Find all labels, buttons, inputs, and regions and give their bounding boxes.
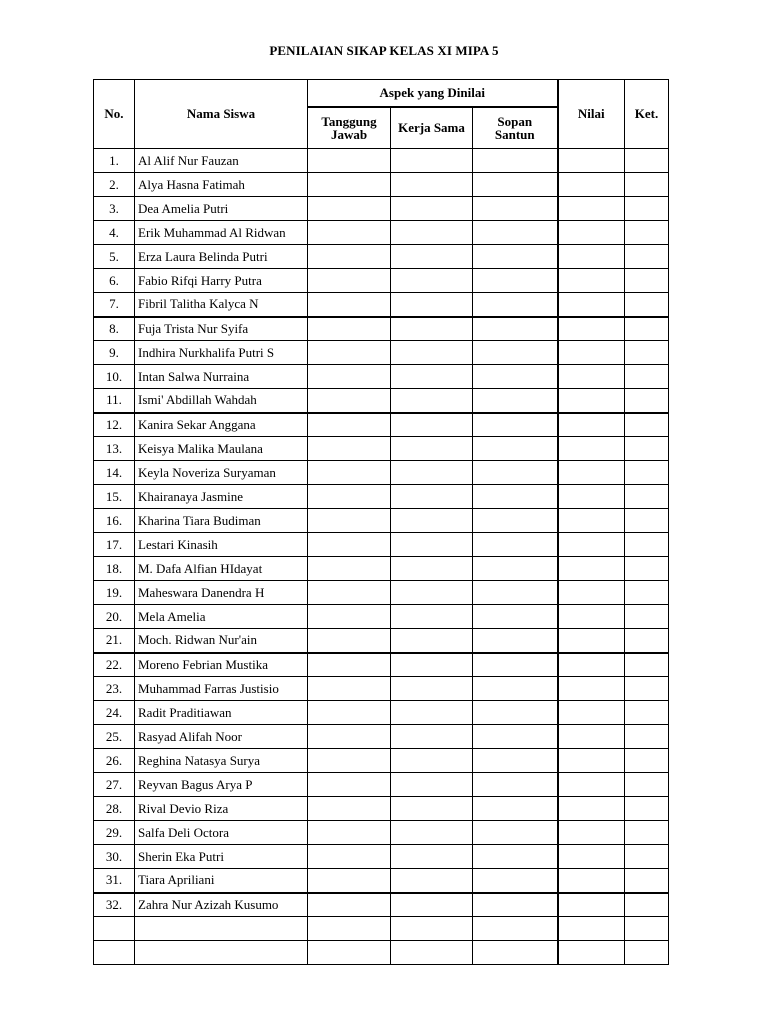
score-nilai xyxy=(558,317,625,341)
score-sopan-santun xyxy=(473,269,558,293)
assessment-table xyxy=(93,79,669,965)
score-kerja-sama xyxy=(391,461,473,485)
student-name: Muhammad Farras Justisio xyxy=(135,677,308,701)
header-nilai: Nilai xyxy=(558,80,625,149)
table-row xyxy=(94,389,669,413)
row-number: 27. xyxy=(94,773,135,797)
score-kerja-sama xyxy=(391,533,473,557)
score-tanggung-jawab xyxy=(308,653,391,677)
score-tanggung-jawab xyxy=(308,269,391,293)
row-number: 5. xyxy=(94,245,135,269)
score-ket xyxy=(625,893,669,917)
score-kerja-sama xyxy=(391,941,473,965)
score-ket xyxy=(625,173,669,197)
student-name xyxy=(135,941,308,965)
row-number: 3. xyxy=(94,197,135,221)
score-sopan-santun xyxy=(473,701,558,725)
score-sopan-santun xyxy=(473,917,558,941)
score-tanggung-jawab xyxy=(308,893,391,917)
row-number: 6. xyxy=(94,269,135,293)
score-nilai xyxy=(558,485,625,509)
score-kerja-sama xyxy=(391,893,473,917)
score-ket xyxy=(625,869,669,893)
score-kerja-sama xyxy=(391,653,473,677)
student-name: Keisya Malika Maulana xyxy=(135,437,308,461)
row-number xyxy=(94,941,135,965)
table-row xyxy=(94,533,669,557)
table-row xyxy=(94,293,669,317)
score-kerja-sama xyxy=(391,221,473,245)
table-row xyxy=(94,725,669,749)
score-kerja-sama xyxy=(391,485,473,509)
score-tanggung-jawab xyxy=(308,557,391,581)
score-tanggung-jawab xyxy=(308,797,391,821)
student-name: Fabio Rifqi Harry Putra xyxy=(135,269,308,293)
score-ket xyxy=(625,821,669,845)
score-sopan-santun xyxy=(473,341,558,365)
table-row xyxy=(94,413,669,437)
score-tanggung-jawab xyxy=(308,341,391,365)
score-nilai xyxy=(558,221,625,245)
student-name: Radit Praditiawan xyxy=(135,701,308,725)
student-name: Al Alif Nur Fauzan xyxy=(135,149,308,173)
score-sopan-santun xyxy=(473,773,558,797)
score-tanggung-jawab xyxy=(308,437,391,461)
student-name: Ismi' Abdillah Wahdah xyxy=(135,389,308,413)
score-tanggung-jawab xyxy=(308,749,391,773)
student-name: Tiara Apriliani xyxy=(135,869,308,893)
score-kerja-sama xyxy=(391,869,473,893)
score-sopan-santun xyxy=(473,149,558,173)
score-sopan-santun xyxy=(473,365,558,389)
student-name: Reghina Natasya Surya xyxy=(135,749,308,773)
score-sopan-santun xyxy=(473,893,558,917)
score-ket xyxy=(625,485,669,509)
score-tanggung-jawab xyxy=(308,245,391,269)
student-name: Indhira Nurkhalifa Putri S xyxy=(135,341,308,365)
table-row xyxy=(94,317,669,341)
score-kerja-sama xyxy=(391,629,473,653)
score-tanggung-jawab xyxy=(308,173,391,197)
row-number xyxy=(94,917,135,941)
score-kerja-sama xyxy=(391,269,473,293)
row-number: 13. xyxy=(94,437,135,461)
score-ket xyxy=(625,533,669,557)
score-kerja-sama xyxy=(391,917,473,941)
score-sopan-santun xyxy=(473,533,558,557)
score-ket xyxy=(625,749,669,773)
table-row xyxy=(94,245,669,269)
student-name xyxy=(135,917,308,941)
score-ket xyxy=(625,797,669,821)
row-number: 16. xyxy=(94,509,135,533)
score-sopan-santun xyxy=(473,629,558,653)
row-number: 18. xyxy=(94,557,135,581)
score-nilai xyxy=(558,149,625,173)
score-ket xyxy=(625,389,669,413)
table-row xyxy=(94,341,669,365)
score-sopan-santun xyxy=(473,749,558,773)
row-number: 29. xyxy=(94,821,135,845)
score-tanggung-jawab xyxy=(308,629,391,653)
score-nilai xyxy=(558,797,625,821)
score-nilai xyxy=(558,509,625,533)
score-sopan-santun xyxy=(473,173,558,197)
score-kerja-sama xyxy=(391,845,473,869)
score-tanggung-jawab xyxy=(308,581,391,605)
score-nilai xyxy=(558,701,625,725)
score-sopan-santun xyxy=(473,413,558,437)
row-number: 15. xyxy=(94,485,135,509)
score-nilai xyxy=(558,677,625,701)
table-row xyxy=(94,629,669,653)
score-sopan-santun xyxy=(473,293,558,317)
table-row xyxy=(94,173,669,197)
score-ket xyxy=(625,509,669,533)
score-ket xyxy=(625,941,669,965)
score-ket xyxy=(625,293,669,317)
score-sopan-santun xyxy=(473,557,558,581)
score-nilai xyxy=(558,653,625,677)
score-kerja-sama xyxy=(391,293,473,317)
student-name: Salfa Deli Octora xyxy=(135,821,308,845)
score-sopan-santun xyxy=(473,725,558,749)
header-sopan-santun: Sopan Santun xyxy=(473,107,558,149)
score-tanggung-jawab xyxy=(308,701,391,725)
student-name: Alya Hasna Fatimah xyxy=(135,173,308,197)
score-sopan-santun xyxy=(473,485,558,509)
score-ket xyxy=(625,341,669,365)
row-number: 4. xyxy=(94,221,135,245)
table-row xyxy=(94,797,669,821)
table-row xyxy=(94,893,669,917)
table-row xyxy=(94,485,669,509)
student-name: Erik Muhammad Al Ridwan xyxy=(135,221,308,245)
score-sopan-santun xyxy=(473,797,558,821)
header-aspek-yang-dinilai: Aspek yang Dinilai xyxy=(308,80,558,107)
score-kerja-sama xyxy=(391,389,473,413)
table-row xyxy=(94,461,669,485)
score-nilai xyxy=(558,437,625,461)
header-kerja-sama: Kerja Sama xyxy=(391,107,473,149)
score-tanggung-jawab xyxy=(308,677,391,701)
score-tanggung-jawab xyxy=(308,845,391,869)
score-nilai xyxy=(558,389,625,413)
score-ket xyxy=(625,605,669,629)
student-name: Keyla Noveriza Suryaman xyxy=(135,461,308,485)
score-kerja-sama xyxy=(391,173,473,197)
score-sopan-santun xyxy=(473,605,558,629)
score-ket xyxy=(625,629,669,653)
score-ket xyxy=(625,317,669,341)
score-nilai xyxy=(558,725,625,749)
score-tanggung-jawab xyxy=(308,725,391,749)
score-kerja-sama xyxy=(391,509,473,533)
score-nilai xyxy=(558,173,625,197)
student-name: Moch. Ridwan Nur'ain xyxy=(135,629,308,653)
score-ket xyxy=(625,701,669,725)
row-number: 12. xyxy=(94,413,135,437)
row-number: 8. xyxy=(94,317,135,341)
score-nilai xyxy=(558,245,625,269)
header-tanggung-jawab: Tanggung Jawab xyxy=(308,107,391,149)
score-kerja-sama xyxy=(391,413,473,437)
score-tanggung-jawab xyxy=(308,869,391,893)
row-number: 22. xyxy=(94,653,135,677)
score-ket xyxy=(625,461,669,485)
score-nilai xyxy=(558,773,625,797)
table-row xyxy=(94,677,669,701)
score-kerja-sama xyxy=(391,701,473,725)
score-kerja-sama xyxy=(391,317,473,341)
score-sopan-santun xyxy=(473,197,558,221)
score-sopan-santun xyxy=(473,941,558,965)
score-sopan-santun xyxy=(473,221,558,245)
score-nilai xyxy=(558,461,625,485)
score-tanggung-jawab xyxy=(308,389,391,413)
row-number: 10. xyxy=(94,365,135,389)
score-ket xyxy=(625,269,669,293)
row-number: 19. xyxy=(94,581,135,605)
row-number: 32. xyxy=(94,893,135,917)
table-row xyxy=(94,701,669,725)
table-row xyxy=(94,821,669,845)
score-ket xyxy=(625,245,669,269)
student-name: Dea Amelia Putri xyxy=(135,197,308,221)
table-row xyxy=(94,149,669,173)
score-nilai xyxy=(558,197,625,221)
score-nilai xyxy=(558,557,625,581)
row-number: 11. xyxy=(94,389,135,413)
score-kerja-sama xyxy=(391,749,473,773)
score-sopan-santun xyxy=(473,317,558,341)
table-row xyxy=(94,365,669,389)
score-ket xyxy=(625,917,669,941)
score-kerja-sama xyxy=(391,797,473,821)
score-sopan-santun xyxy=(473,581,558,605)
score-tanggung-jawab xyxy=(308,509,391,533)
row-number: 21. xyxy=(94,629,135,653)
score-kerja-sama xyxy=(391,725,473,749)
row-number: 1. xyxy=(94,149,135,173)
score-kerja-sama xyxy=(391,773,473,797)
header-no: No. xyxy=(94,80,135,149)
score-kerja-sama xyxy=(391,821,473,845)
score-tanggung-jawab xyxy=(308,413,391,437)
table-row xyxy=(94,605,669,629)
score-kerja-sama xyxy=(391,197,473,221)
score-ket xyxy=(625,365,669,389)
student-name: Sherin Eka Putri xyxy=(135,845,308,869)
row-number: 24. xyxy=(94,701,135,725)
score-tanggung-jawab xyxy=(308,293,391,317)
row-number: 7. xyxy=(94,293,135,317)
score-tanggung-jawab xyxy=(308,917,391,941)
score-sopan-santun xyxy=(473,461,558,485)
score-ket xyxy=(625,413,669,437)
table-row xyxy=(94,581,669,605)
score-nilai xyxy=(558,749,625,773)
score-kerja-sama xyxy=(391,605,473,629)
score-kerja-sama xyxy=(391,149,473,173)
score-sopan-santun xyxy=(473,821,558,845)
score-ket xyxy=(625,557,669,581)
score-kerja-sama xyxy=(391,581,473,605)
score-tanggung-jawab xyxy=(308,821,391,845)
table-row xyxy=(94,197,669,221)
score-nilai xyxy=(558,581,625,605)
score-tanggung-jawab xyxy=(308,941,391,965)
row-number: 28. xyxy=(94,797,135,821)
score-nilai xyxy=(558,917,625,941)
score-nilai xyxy=(558,629,625,653)
row-number: 26. xyxy=(94,749,135,773)
score-sopan-santun xyxy=(473,389,558,413)
score-sopan-santun xyxy=(473,653,558,677)
score-sopan-santun xyxy=(473,845,558,869)
student-name: Mela Amelia xyxy=(135,605,308,629)
score-sopan-santun xyxy=(473,869,558,893)
row-number: 2. xyxy=(94,173,135,197)
student-name: Maheswara Danendra H xyxy=(135,581,308,605)
row-number: 9. xyxy=(94,341,135,365)
score-tanggung-jawab xyxy=(308,605,391,629)
score-kerja-sama xyxy=(391,437,473,461)
score-kerja-sama xyxy=(391,365,473,389)
student-name: Fibril Talitha Kalyca N xyxy=(135,293,308,317)
student-name: Zahra Nur Azizah Kusumo xyxy=(135,893,308,917)
score-ket xyxy=(625,653,669,677)
table-row xyxy=(94,845,669,869)
table-row xyxy=(94,221,669,245)
student-name: Khairanaya Jasmine xyxy=(135,485,308,509)
score-sopan-santun xyxy=(473,245,558,269)
score-tanggung-jawab xyxy=(308,485,391,509)
student-name: Kanira Sekar Anggana xyxy=(135,413,308,437)
student-name: Moreno Febrian Mustika xyxy=(135,653,308,677)
table-row xyxy=(94,941,669,965)
score-tanggung-jawab xyxy=(308,317,391,341)
score-nilai xyxy=(558,533,625,557)
score-nilai xyxy=(558,269,625,293)
score-ket xyxy=(625,677,669,701)
row-number: 17. xyxy=(94,533,135,557)
student-name: Kharina Tiara Budiman xyxy=(135,509,308,533)
score-tanggung-jawab xyxy=(308,149,391,173)
score-tanggung-jawab xyxy=(308,197,391,221)
score-nilai xyxy=(558,821,625,845)
student-name: Intan Salwa Nurraina xyxy=(135,365,308,389)
score-ket xyxy=(625,581,669,605)
score-sopan-santun xyxy=(473,677,558,701)
student-name: Reyvan Bagus Arya P xyxy=(135,773,308,797)
score-nilai xyxy=(558,413,625,437)
score-nilai xyxy=(558,893,625,917)
score-ket xyxy=(625,221,669,245)
score-nilai xyxy=(558,293,625,317)
score-nilai xyxy=(558,341,625,365)
score-tanggung-jawab xyxy=(308,461,391,485)
score-ket xyxy=(625,149,669,173)
score-nilai xyxy=(558,605,625,629)
table-row xyxy=(94,653,669,677)
header-ket: Ket. xyxy=(625,80,669,149)
row-number: 31. xyxy=(94,869,135,893)
student-name: Rival Devio Riza xyxy=(135,797,308,821)
table-row xyxy=(94,917,669,941)
score-ket xyxy=(625,773,669,797)
row-number: 20. xyxy=(94,605,135,629)
student-name: Fuja Trista Nur Syifa xyxy=(135,317,308,341)
table-row xyxy=(94,773,669,797)
score-kerja-sama xyxy=(391,557,473,581)
score-ket xyxy=(625,845,669,869)
score-nilai xyxy=(558,845,625,869)
document-title: PENILAIAN SIKAP KELAS XI MIPA 5 xyxy=(269,43,499,58)
table-row xyxy=(94,869,669,893)
score-tanggung-jawab xyxy=(308,533,391,557)
score-ket xyxy=(625,437,669,461)
score-kerja-sama xyxy=(391,245,473,269)
table-row xyxy=(94,437,669,461)
student-name: M. Dafa Alfian HIdayat xyxy=(135,557,308,581)
score-tanggung-jawab xyxy=(308,221,391,245)
score-sopan-santun xyxy=(473,437,558,461)
score-ket xyxy=(625,197,669,221)
score-kerja-sama xyxy=(391,341,473,365)
table-row xyxy=(94,509,669,533)
student-name: Lestari Kinasih xyxy=(135,533,308,557)
header-nama-siswa: Nama Siswa xyxy=(135,80,308,149)
row-number: 25. xyxy=(94,725,135,749)
score-sopan-santun xyxy=(473,509,558,533)
table-row xyxy=(94,269,669,293)
student-name: Rasyad Alifah Noor xyxy=(135,725,308,749)
row-number: 30. xyxy=(94,845,135,869)
score-nilai xyxy=(558,365,625,389)
score-kerja-sama xyxy=(391,677,473,701)
table-row xyxy=(94,557,669,581)
score-tanggung-jawab xyxy=(308,365,391,389)
student-name: Erza Laura Belinda Putri xyxy=(135,245,308,269)
score-nilai xyxy=(558,869,625,893)
score-nilai xyxy=(558,941,625,965)
table-row xyxy=(94,749,669,773)
row-number: 23. xyxy=(94,677,135,701)
score-ket xyxy=(625,725,669,749)
score-tanggung-jawab xyxy=(308,773,391,797)
row-number: 14. xyxy=(94,461,135,485)
